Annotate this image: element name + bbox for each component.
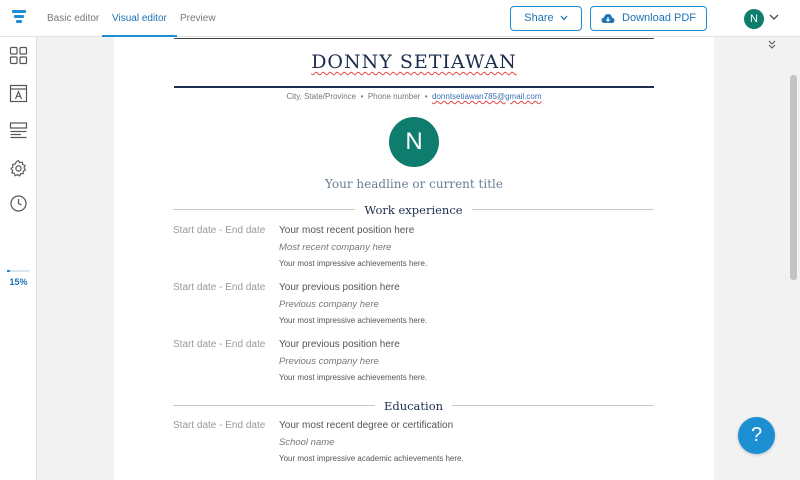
- font-icon[interactable]: [9, 84, 28, 103]
- entry-position[interactable]: Your previous position here: [279, 339, 400, 350]
- entry-achievements[interactable]: Your most impressive achievements here.: [279, 259, 428, 268]
- section-label-wrap: [173, 201, 654, 219]
- resume-page: [114, 37, 714, 480]
- entry-company[interactable]: Previous company here: [279, 299, 379, 310]
- help-button[interactable]: ?: [738, 417, 775, 454]
- entry-dates[interactable]: Start date - End date: [173, 282, 266, 293]
- top-divider: [174, 38, 654, 39]
- education-heading[interactable]: Education: [375, 399, 452, 413]
- double-chevron-down-icon[interactable]: [766, 40, 778, 52]
- account-menu-chevron-icon[interactable]: [768, 11, 780, 23]
- share-label: Share: [524, 12, 554, 24]
- contact-separator: •: [360, 92, 364, 101]
- entry-company[interactable]: Previous company here: [279, 356, 379, 367]
- work-experience-heading[interactable]: Work experience: [355, 203, 471, 217]
- name-divider: [174, 86, 654, 88]
- user-avatar[interactable]: N: [744, 9, 764, 29]
- contact-location[interactable]: City, State/Province: [286, 92, 357, 101]
- sections-icon[interactable]: [9, 121, 28, 140]
- tab-visual-editor[interactable]: Visual editor: [102, 0, 177, 37]
- contact-line[interactable]: [114, 92, 714, 101]
- resume-name[interactable]: DONNY SETIAWAN: [311, 51, 517, 73]
- tab-preview[interactable]: Preview: [180, 13, 216, 24]
- download-pdf-label: Download PDF: [622, 12, 697, 24]
- app-logo-icon[interactable]: [12, 10, 26, 26]
- completion-percentage: 15%: [9, 277, 28, 287]
- cloud-download-icon: [601, 13, 615, 24]
- entry-achievements[interactable]: Your most impressive academic achievements here.: [279, 454, 464, 463]
- layout-grid-icon[interactable]: [9, 46, 28, 65]
- tab-basic-editor[interactable]: Basic editor: [47, 13, 100, 24]
- contact-email[interactable]: donntsetiawan785@gmail.com: [432, 92, 542, 101]
- entry-dates[interactable]: Start date - End date: [173, 339, 266, 350]
- share-button[interactable]: [510, 6, 582, 31]
- contact-separator: •: [424, 92, 428, 101]
- section-heading-work: [173, 201, 654, 215]
- entry-achievements[interactable]: Your most impressive achievements here.: [279, 316, 428, 325]
- entry-degree[interactable]: Your most recent degree or certification: [279, 420, 454, 431]
- entry-dates[interactable]: Start date - End date: [173, 225, 266, 236]
- entry-dates[interactable]: Start date - End date: [173, 420, 266, 431]
- resume-headline[interactable]: Your headline or current title: [325, 177, 503, 191]
- resume-photo-avatar[interactable]: N: [389, 117, 439, 167]
- history-icon[interactable]: [9, 194, 28, 213]
- section-heading-education: [173, 397, 654, 411]
- download-pdf-button[interactable]: [590, 6, 707, 31]
- collapse-chevrons: [768, 40, 776, 49]
- section-label-wrap: [173, 397, 654, 415]
- gear-icon[interactable]: [9, 159, 28, 178]
- vertical-scrollbar[interactable]: [790, 75, 797, 280]
- entry-company[interactable]: Most recent company here: [279, 242, 392, 253]
- entry-position[interactable]: Your previous position here: [279, 282, 400, 293]
- chevron-down-icon: [560, 15, 568, 21]
- left-sidebar: [0, 37, 37, 480]
- entry-position[interactable]: Your most recent position here: [279, 225, 415, 236]
- top-bar: [0, 0, 800, 37]
- entry-achievements[interactable]: Your most impressive achievements here.: [279, 373, 428, 382]
- completion-progress-fill: [7, 270, 10, 272]
- completion-progress-bar: [7, 270, 30, 272]
- entry-school[interactable]: School name: [279, 437, 335, 448]
- contact-phone[interactable]: Phone number: [367, 92, 421, 101]
